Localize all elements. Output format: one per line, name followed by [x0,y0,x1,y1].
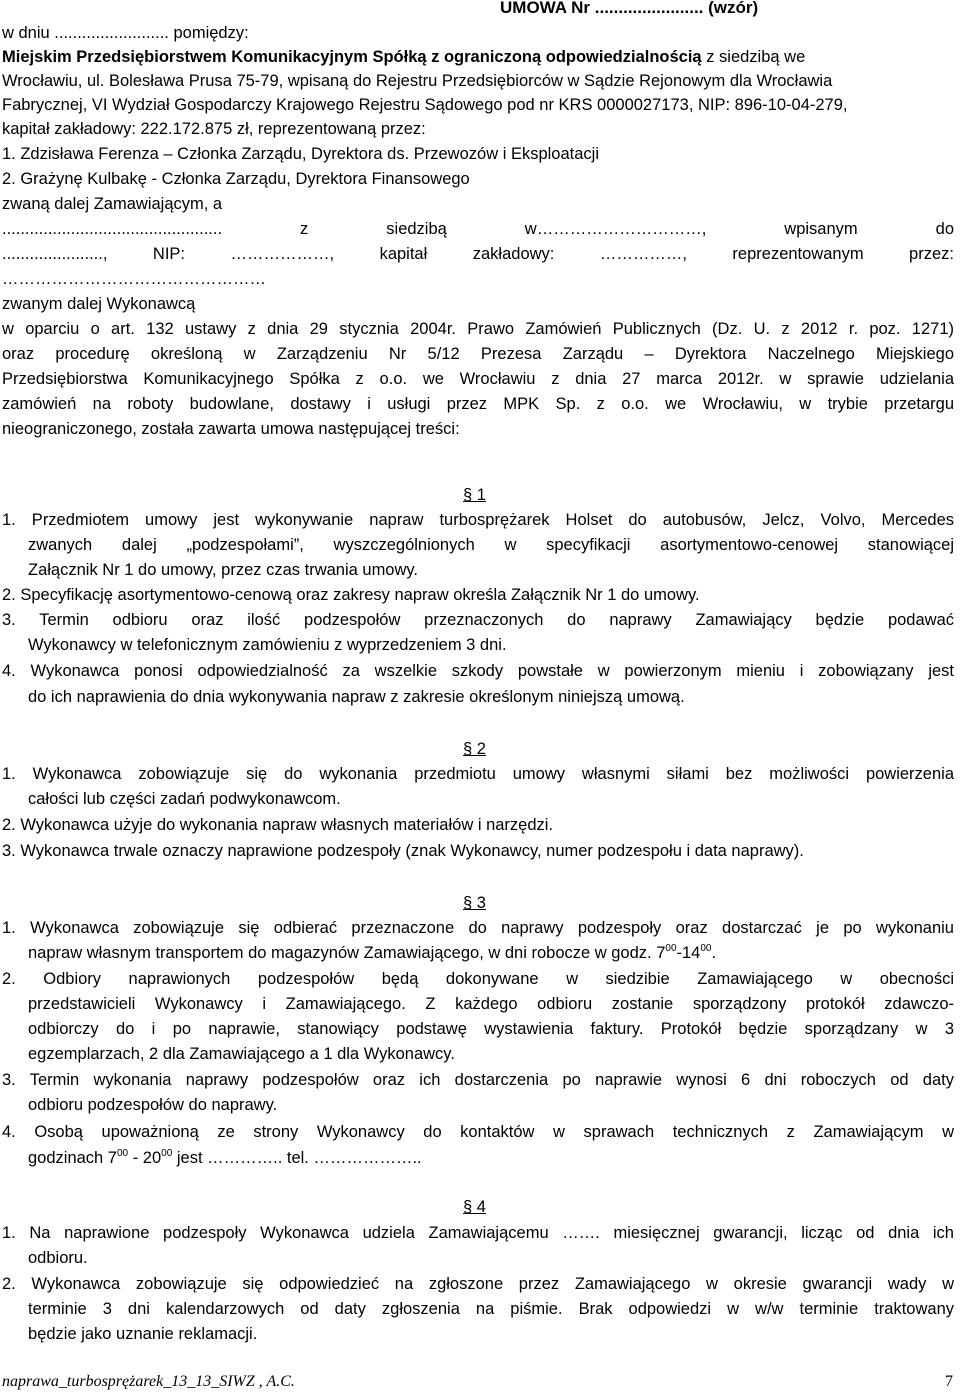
contract-title: UMOWA Nr ....................... (wzór) [500,0,759,17]
s3-point-1-line-2 [28,942,716,964]
s3-contact-sup-1: 00 [117,1148,129,1159]
footer-filename [2,1372,295,1392]
s4-point-2-line-1: 2. Wykonawca zobowiązuje się odpowiedzieć na zgłoszone przez Zamawiającego w okresie gwarancji wady w [2,1275,954,1293]
party1-address: Wrocławiu, ul. Bolesława Prusa 75-79, wpisaną do Rejestru Przedsiębiorców w Sądzie Rejonowym dla Wrocławia [2,72,833,90]
s2-point-1-line-1: 1. Wykonawca zobowiązuje się do wykonania przedmiotu umowy własnymi siłami bez możliwości powierzenia [2,765,954,783]
s3-contact-text: godzinach 7 [28,1149,117,1167]
s2-point-1-line-2: całości lub części zadań podwykonawcom. [28,790,341,808]
s1-point-1-line-3: Załącznik Nr 1 do umowy, przez czas trwania umowy. [28,561,419,579]
representative-1: 1. Zdzisława Ferenza – Członka Zarządu, Dyrektora ds. Przewozów i Eksploatacji [2,145,599,163]
section-3-heading: § 3 [463,894,486,912]
contractor-line-3: ………………………………………… [2,270,266,288]
s4-point-1-line-1: 1. Na naprawione podzespoły Wykonawca udziela Zamawiającemu ……. miesięcznej gwarancji, licząc od dnia ich [2,1224,954,1242]
s1-point-3-line-1: 3. Termin odbioru oraz ilość podzespołów przeznaczonych do naprawy Zamawiający będzie podawać [2,611,954,629]
s1-point-2: 2. Specyfikację asortymentowo-cenową oraz zakresy napraw określa Załącznik Nr 1 do umowy. [2,586,700,604]
section-1-heading: § 1 [463,486,486,504]
s1-point-1-line-1: 1. Przedmiotem umowy jest wykonywanie napraw turbosprężarek Holset do autobusów, Jelcz, Volvo, Mercedes [2,511,954,529]
ordering-party-label: zwaną dalej Zamawiającym, a [2,195,223,213]
s3-point-3-line-1: 3. Termin wykonania naprawy podzespołów oraz ich dostarczenia po naprawie wynosi 6 dni roboczych od daty [2,1071,954,1089]
s1-point-1-line-2: zwanych dalej „podzespołami”, wyszczególnionych w specyfikacji asortymentowo-cenowej stanowiącej [28,536,954,554]
party1-seat: z siedzibą we [701,48,806,66]
party1-capital: kapitał zakładowy: 222.172.875 zł, reprezentowaną przez: [2,120,426,138]
contractor-line-2: ......................, NIP: ………………, kapitał zakładowy: ……………, reprezentowanym przez: [2,245,954,263]
s3-contact-sup-2: 00 [161,1148,173,1159]
s3-point-2-line-1: 2. Odbiory naprawionych podzespołów będą dokonywane w siedzibie Zamawiającego w obecności [2,970,954,988]
s3-hours-sup-1: 00 [665,943,677,954]
s1-point-3-line-2: Wykonawcy w telefonicznym zamówieniu z wyprzedzeniem 3 dni. [28,636,507,654]
s3-point-4-line-1: 4. Osobą upoważnioną ze strony Wykonawcy do kontaktów w sprawach technicznych z Zamawiającym w [2,1123,954,1141]
party1-registry: Fabrycznej, VI Wydział Gospodarczy Krajowego Rejestru Sądowego pod nr KRS 0000027173, NIP: 896-10-04-279, [2,96,848,114]
contractor-line-1: ................................................ z siedzibą w…………………………, wpisanym do [2,220,954,238]
s3-point-2-line-2: przedstawicieli Wykonawcy i Zamawiającego. Z każdego odbioru zostanie sporządzony protokół zdawczo- [28,995,954,1013]
date-line: w dniu ......................... pomiędzy: [2,24,249,42]
legal-basis-2: oraz procedurę określoną w Zarządzeniu Nr 5/12 Prezesa Zarządu – Dyrektora Naczelnego Miejskiego [2,345,954,363]
s4-point-2-line-3: będzie jako uznanie reklamacji. [28,1325,258,1343]
s3-contact-end: jest ………….. tel. ……………….. [172,1149,422,1167]
s3-hours-end: . [711,944,717,962]
section-4-heading: § 4 [463,1198,486,1216]
s2-point-2: 2. Wykonawca użyje do wykonania napraw własnych materiałów i narzędzi. [2,816,554,834]
s4-point-1-line-2: odbioru. [28,1249,88,1267]
section-2-heading: § 2 [463,740,486,758]
s1-point-4-line-2: do ich naprawienia do dnia wykonywania napraw z zakresie określonym niniejszą umową. [28,688,685,706]
s3-point-2-line-4: egzemplarzach, 2 dla Zamawiającego a 1 dla Wykonawcy. [28,1045,455,1063]
s4-point-2-line-2: terminie 3 dni kalendarzowych od daty zgłoszenia na piśmie. Brak odpowiedzi w w/w terminie traktowany [28,1300,954,1318]
representative-2: 2. Grażynę Kulbakę - Członka Zarządu, Dyrektora Finansowego [2,170,470,188]
s3-point-4-line-2 [28,1147,422,1169]
party1-name: Miejskim Przedsiębiorstwem Komunikacyjnym Spółką z ograniczoną odpowiedzialnością [2,48,702,66]
s3-contact-mid: - 20 [128,1149,162,1167]
s3-hours-sup-2: 00 [700,943,712,954]
legal-basis-4: zamówień na roboty budowlane, dostawy i usługi przez MPK Sp. z o.o. we Wrocławiu, w trybie przetargu [2,395,954,413]
legal-basis-1: w oparciu o art. 132 ustawy z dnia 29 stycznia 2004r. Prawo Zamówień Publicznych (Dz. U. z 2012 r. poz. 1271) [2,320,954,338]
s3-point-1-line-1: 1. Wykonawca zobowiązuje się odbierać przeznaczone do naprawy podzespoły oraz dostarczać je po wykonaniu [2,919,954,937]
legal-basis-3: Przedsiębiorstwa Komunikacyjnego Spółka z o.o. we Wrocławiu z dnia 27 marca 2012r. w sprawie udzielania [2,370,954,388]
contractor-label: zwanym dalej Wykonawcą [2,295,196,313]
page-number: 7 [945,1373,953,1390]
s3-point-2-line-3: odbiorczy do i po naprawie, stanowiący podstawę wystawienia faktury. Protokół będzie sporządzany w 3 [28,1020,954,1038]
footer-filename-text: naprawa_turbosprężarek_13_13_SIWZ , A.C. [2,1373,295,1390]
s1-point-4-line-1: 4. Wykonawca ponosi odpowiedzialność za wszelkie szkody powstałe w powierzonym mieniu i zobowiązany jest [2,662,954,680]
legal-basis-5: nieograniczonego, została zawarta umowa następującej treści: [2,420,460,438]
s2-point-3: 3. Wykonawca trwale oznaczy naprawione podzespoły (znak Wykonawcy, numer podzespołu i data naprawy). [2,842,804,860]
s3-hours-text: napraw własnym transportem do magazynów Zamawiającego, w dni robocze w godz. 7 [28,944,666,962]
s3-hours-mid: -14 [676,944,701,962]
s3-point-3-line-2: odbioru podzespołów do naprawy. [28,1096,278,1114]
party1-line [2,46,805,68]
